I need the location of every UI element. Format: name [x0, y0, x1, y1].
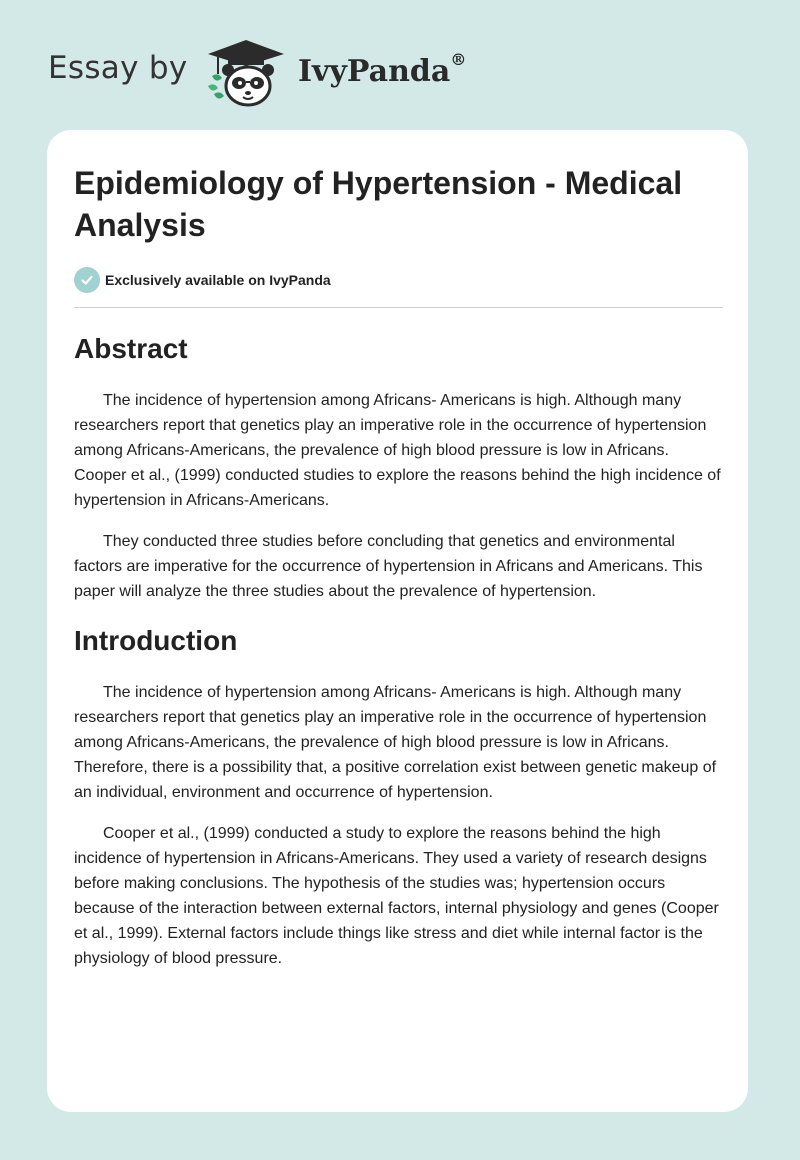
abstract-paragraph-2: They conducted three studies before concluding that genetics and environmental factors are imperative for the occurrence of hypertension in Africans and Americans. This paper will analyze the three studies about the prevalence of hypertension. — [74, 533, 703, 600]
section-heading-abstract: Abstract — [74, 333, 188, 364]
site-header — [48, 34, 468, 110]
page-title: Epidemiology of Hypertension - Medical Analysis — [74, 165, 683, 243]
panda-graduation-cap-icon[interactable] — [198, 34, 294, 110]
registered-mark: ® — [450, 50, 467, 69]
introduction-paragraph-1: The incidence of hypertension among Africans- Americans is high. Although many researchers report that genetics play an imperative role in the occurrence of hypertension among Africans-Americans, the prevalence of high blood pressure is low in Africans. Therefore, there is a possibility that, a positive correlation exist between genetic makeup of an individual, environment and occurrence of hypertension. — [74, 684, 717, 801]
brand-logo[interactable] — [298, 50, 467, 89]
introduction-paragraph-2: Cooper et al., (1999) conducted a study to explore the reasons behind the high incidence of hypertension in Africans-Americans. They used a variety of research designs before making conclusions. The hypothesis of the studies was; hypertension occurs because of the interaction between external factors, internal physiology and genes (Cooper et al., 1999). External factors include things like stress and diet while internal factor is the physiology of blood pressure. — [74, 825, 719, 967]
checkmark-icon — [74, 267, 100, 293]
brand-name: IvyPanda — [298, 54, 451, 89]
section-heading-introduction: Introduction — [74, 625, 238, 656]
abstract-paragraph-1: The incidence of hypertension among Africans- Americans is high. Although many researchers report that genetics play an imperative role in the occurrence of hypertension among Africans-Americans, the prevalence of high blood pressure is low in Africans. Cooper et al., (1999) conducted studies to explore the reasons behind the high incidence of hypertension in Africans-Americans. — [74, 392, 721, 509]
essay-by-label: Essay by — [48, 50, 188, 86]
exclusive-badge — [74, 266, 723, 294]
divider — [74, 307, 723, 308]
exclusive-badge-text: Exclusively available on IvyPanda — [105, 272, 331, 288]
essay-card — [47, 130, 748, 1112]
essay-content — [74, 162, 723, 971]
